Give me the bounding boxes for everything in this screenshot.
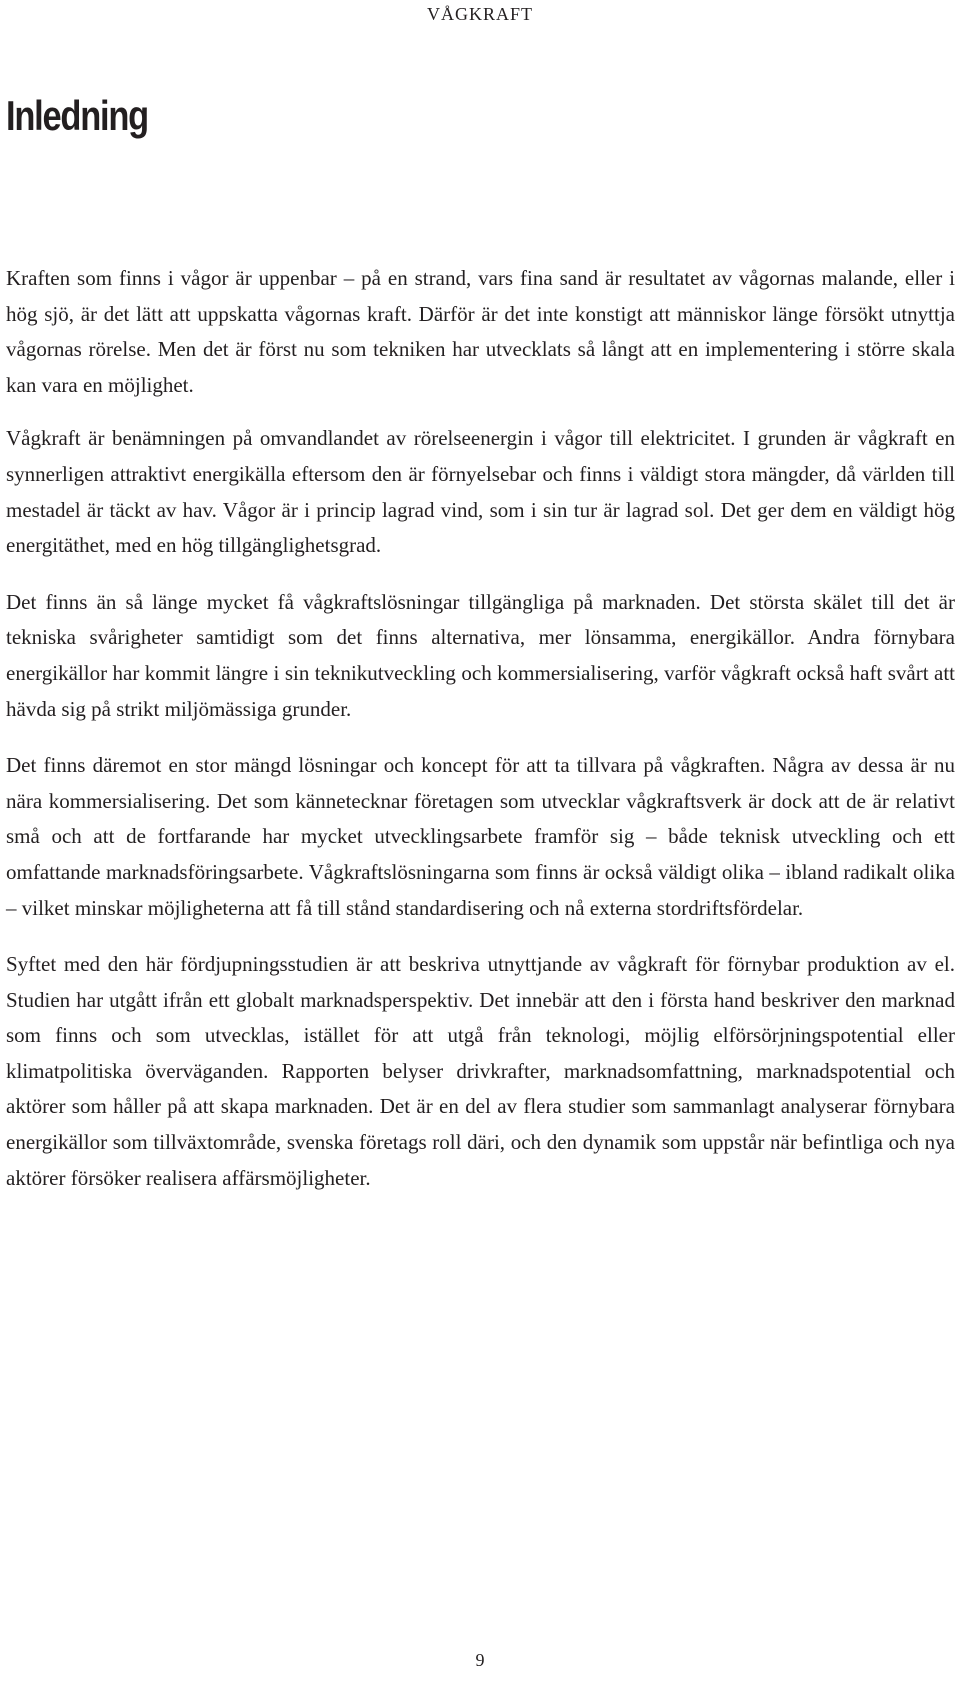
- paragraph-1: Kraften som finns i vågor är uppenbar – på en strand, vars fina sand är resultatet av vågornas malande, eller i hög sjö, är det lätt att uppskatta vågornas kraft. Därför är det inte konstigt att människor länge försökt utnyttja vågornas rörelse. Men det är först nu som tekniken har utvecklats så långt att en implementering i större skala kan vara en möjlighet.: [6, 266, 955, 397]
- chapter-title: Inledning: [6, 92, 148, 139]
- paragraph-5: Syftet med den här fördjupningsstudien är att beskriva utnyttjande av vågkraft för förnybar produktion av el. Studien har utgått ifrån ett globalt marknadsperspektiv. Det innebär att den i första hand beskriver den marknad som finns och som utvecklas, istället för att utgå från teknologi, möjlig elförsörjningspotential eller klimatpolitiska överväganden. Rapporten belyser drivkrafter, marknadsomfattning, marknadspotential och aktörer som håller på att skapa marknaden. Det är en del av flera studier som sammanlagt analyserar förnybara energikällor som tillväxtområde, svenska företags roll däri, och den dynamik som uppstår när befintliga och nya aktörer försöker realisera affärsmöjligheter.: [6, 952, 955, 1190]
- paragraph-4: Det finns däremot en stor mängd lösningar och koncept för att ta tillvara på vågkraften. Några av dessa är nu nära kommersialisering. Det som kännetecknar företagen som utvecklar vågkraftsverk är dock att de är relativt små och att de fortfarande har mycket utvecklingsarbete framför sig – både teknisk utveckling och ett omfattande marknadsföringsarbete. Vågkraftslösningarna som finns är också väldigt olika – ibland radikalt olika – vilket minskar möjligheterna att få till stånd standardisering och nå externa stordriftsfördelar.: [6, 753, 955, 920]
- body-text: [6, 261, 955, 1217]
- page-number: 9: [475, 1650, 485, 1670]
- running-header: VÅGKRAFT: [426, 4, 533, 24]
- paragraph-2: Vågkraft är benämningen på omvandlandet av rörelseenergin i vågor till elektricitet. I grunden är vågkraft en synnerligen attraktivt energikälla eftersom den är förnyelsebar och finns i väldigt stora mängder, då världen till mestadel är täckt av hav. Vågor är i princip lagrad vind, som i sin tur är lagrad sol. Det ger dem en väldigt hög energitäthet, med en hög tillgänglighetsgrad.: [6, 426, 955, 558]
- paragraph-3: Det finns än så länge mycket få vågkraftslösningar tillgängliga på marknaden. Det största skälet till det är tekniska svårigheter samtidigt som det finns alternativa, mer lönsamma, energikällor. Andra förnybara energikällor har kommit längre i sin teknikutveckling och kommersialisering, varför vågkraft också haft svårt att hävda sig på strikt miljömässiga grunder.: [6, 589, 955, 721]
